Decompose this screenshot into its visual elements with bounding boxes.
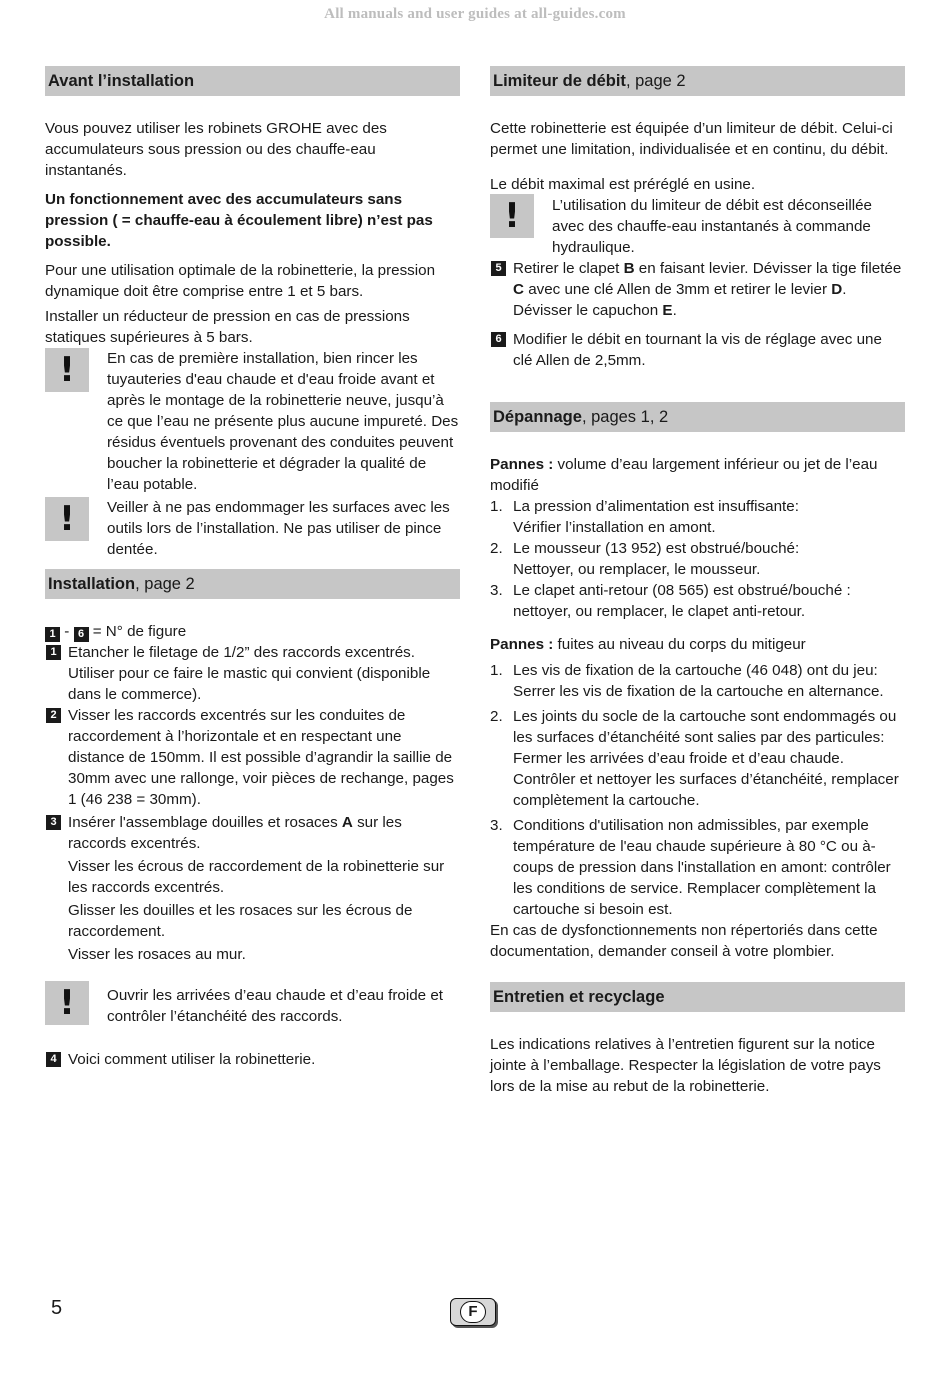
section-title: Dépannage	[493, 408, 582, 426]
exclamation-icon: !	[45, 981, 89, 1025]
list-item: 2. Le mousseur (13 952) est obstrué/bouché: Nettoyer, ou remplacer, le mousseur.	[490, 540, 800, 578]
step-text: Retirer le clapet B en faisant levier. Dévisser la tige filetée C avec une clé Allen de 3mm et retirer le levier D. Dévisser le capuchon E.	[513, 260, 902, 319]
step	[45, 812, 460, 965]
paragraph: Installer un réducteur de pression en cas de pressions statiques supérieures à 5 bars.	[45, 308, 410, 346]
list-item: 3. Le clapet anti-retour (08 565) est obstrué/bouché : nettoyer, ou remplacer, le clapet anti-retour.	[490, 582, 851, 620]
exclamation-icon: !	[45, 348, 89, 392]
step-text: Visser les raccords excentrés sur les conduites de raccordement à l’horizontale et en respectant une distance de 150mm. Il est possible d’agrandir la saillie de 30mm avec une rallonge, voir pièces de rechange, pages 1 (46 238 = 30mm).	[68, 707, 454, 808]
section-title: Limiteur de débit	[493, 72, 626, 90]
warning-text: Veiller à ne pas endommager les surfaces avec les outils lors de l’installation. Ne pas utiliser de pince dentée.	[107, 499, 450, 558]
step	[490, 329, 905, 371]
section-title-page: , page 2	[135, 575, 195, 593]
warning-text: L’utilisation du limiteur de débit est déconseillée avec des chauffe-eau instantanés à commande hydraulique.	[552, 197, 872, 256]
list-item: 1. La pression d’alimentation est insuffisante: Vérifier l’installation en amont.	[490, 498, 799, 536]
list-item: 1. Les vis de fixation de la cartouche (46 048) ont du jeu: Serrer les vis de fixation de la cartouche en alternance.	[490, 662, 884, 700]
bold-notice: Un fonctionnement avec des accumulateurs sans pression ( = chauffe-eau à écoulement libre) n’est pas possible.	[45, 191, 433, 250]
section-header-entretien	[490, 982, 905, 1012]
paragraph: Le débit maximal est préréglé en usine.	[490, 176, 756, 193]
figure-number-badge: 1	[45, 627, 60, 642]
fault-description: Pannes : fuites au niveau du corps du mitigeur	[490, 636, 806, 653]
page-number: 5	[51, 1297, 63, 1319]
section-title-page: , page 2	[625, 72, 686, 90]
fault-description: Pannes : volume d’eau largement inférieur ou jet de l’eau modifié	[490, 456, 878, 494]
figure-number-badge: 6	[491, 332, 506, 347]
section-title: Entretien et recyclage	[493, 988, 665, 1006]
figure-number-badge: 1	[46, 645, 61, 660]
right-column	[490, 66, 905, 1097]
step-text: Etancher le filetage de 1/2” des raccords excentrés. Utiliser pour ce faire le mastic qui convient (disponible dans le commerce).	[68, 644, 431, 703]
step-text: Modifier le débit en tournant la vis de réglage avec une clé Allen de 2,5mm.	[513, 331, 882, 369]
left-column	[45, 66, 460, 1070]
figure-number-badge: 2	[46, 708, 61, 723]
section-title: Avant l’installation	[48, 72, 195, 90]
section-header-avant-installation	[45, 66, 460, 96]
watermark: All manuals and user guides at all-guides.com	[324, 6, 626, 22]
figure-legend: 1 - 6 = N° de figure	[45, 621, 460, 642]
step-text: Insérer l'assemblage douilles et rosaces A sur les raccords excentrés.	[68, 814, 402, 852]
figure-number-badge: 3	[46, 815, 61, 830]
section-title: Installation	[48, 575, 136, 593]
step	[490, 258, 905, 321]
step	[45, 1049, 460, 1070]
section-header-installation	[45, 569, 460, 599]
language-code: F	[460, 1301, 486, 1323]
step	[45, 642, 460, 705]
figure-number-badge: 4	[46, 1052, 61, 1067]
exclamation-icon: !	[45, 497, 89, 541]
paragraph: En cas de dysfonctionnements non répertoriés dans cette documentation, demander conseil à votre plombier.	[490, 922, 878, 960]
warning-note	[45, 348, 460, 495]
step-text: Glisser les douilles et les rosaces sur les écrous de raccordement.	[68, 902, 413, 940]
paragraph: Pour une utilisation optimale de la robinetterie, la pression dynamique doit être comprise entre 1 et 5 bars.	[45, 262, 436, 300]
paragraph: Les indications relatives à l’entretien figurent sur la notice jointe à l’emballage. Respecter la législation de votre pays lors de la mise au rebut de la robinetterie.	[490, 1036, 881, 1095]
warning-note	[490, 195, 905, 258]
section-header-limiteur	[490, 66, 905, 96]
list-item: 2. Les joints du socle de la cartouche sont endommagés ou les surfaces d’étanchéité sont salies par des particules: Fermer les arrivées d’eau froide et d’eau chaude. Contrôler et nettoyer les surfaces d’étanchéité, remplacer complètement la cartouche.	[490, 708, 899, 809]
list-item: 3. Conditions d'utilisation non admissibles, par exemple température de l'eau chaude supérieure à 80 °C ou à-coups de pression dans l'installation en amont: contrôler les conditions de service. Remplacer complètement la cartouche si besoin est.	[490, 817, 891, 918]
exclamation-icon: !	[490, 194, 534, 238]
section-header-depannage	[490, 402, 905, 432]
step-text: Visser les écrous de raccordement de la robinetterie sur les raccords excentrés.	[68, 858, 445, 896]
warning-text: En cas de première installation, bien rincer les tuyauteries d'eau chaude et d'eau froide avant et après le montage de la robinetterie neuve, jusqu’à ce que l’eau ne présente plus aucune impureté. Des résidus éventuels provenant des conduites peuvent boucher la robinetterie et dégrader la qualité de l’eau potable.	[107, 350, 459, 493]
warning-text: Ouvrir les arrivées d’eau chaude et d’eau froide et contrôler l’étanchéité des raccords.	[107, 987, 444, 1025]
warning-note	[45, 982, 460, 1027]
language-badge	[450, 1298, 496, 1326]
paragraph: Cette robinetterie est équipée d’un limiteur de débit. Celui-ci permet une limitation, individualisée et en continu, du débit.	[490, 120, 893, 158]
step-text: Voici comment utiliser la robinetterie.	[68, 1051, 316, 1068]
step	[45, 705, 460, 810]
step-text: Visser les rosaces au mur.	[68, 946, 246, 963]
figure-number-badge: 6	[74, 627, 89, 642]
section-title-page: , pages 1, 2	[581, 408, 669, 426]
warning-note	[45, 497, 460, 560]
figure-number-badge: 5	[491, 261, 506, 276]
paragraph: Vous pouvez utiliser les robinets GROHE avec des accumulateurs sous pression ou des chauffe-eau instantanés.	[45, 120, 387, 179]
